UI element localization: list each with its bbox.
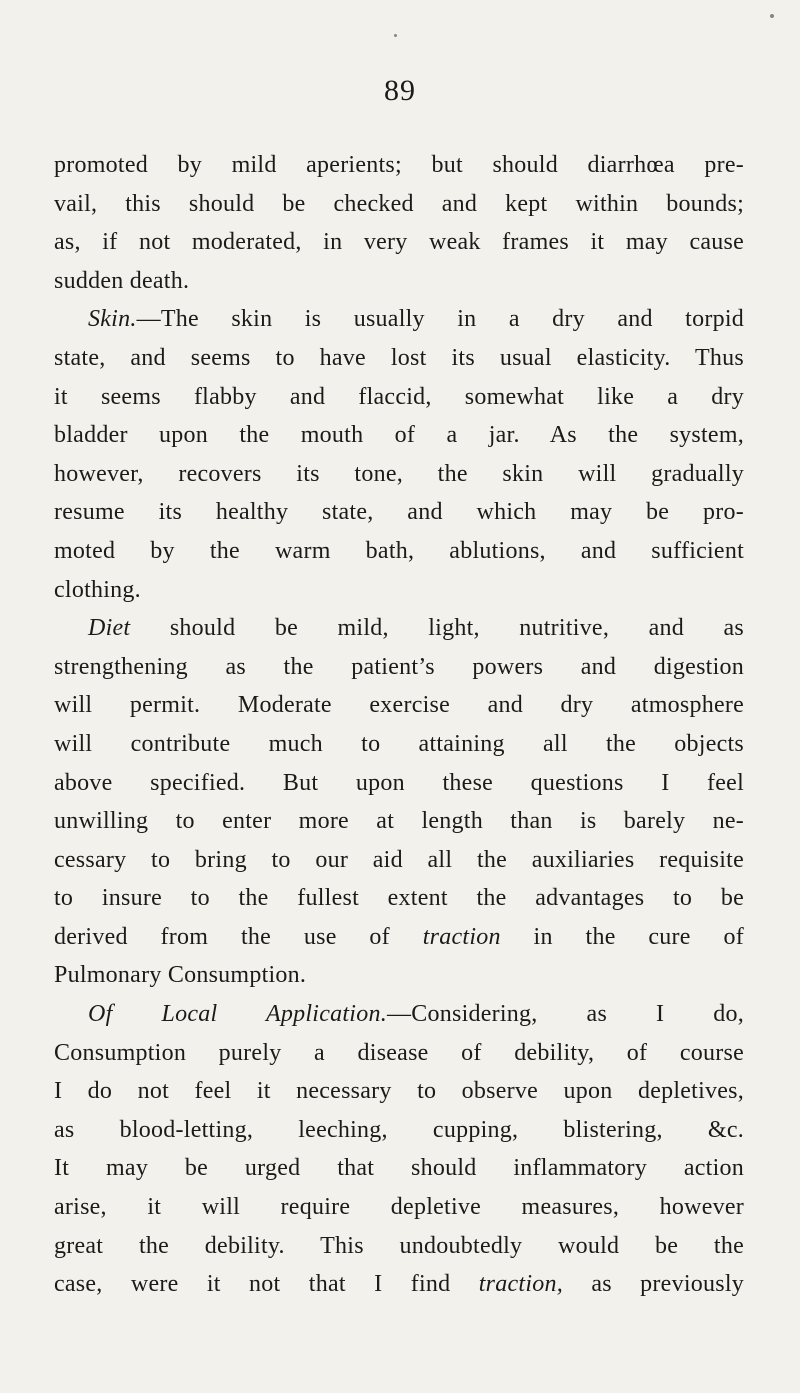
text-run: cessary to bring to our aid all the auxiliaries requisite: [54, 846, 744, 873]
text-run: vail, this should be checked and kept within bounds;: [54, 190, 744, 217]
text-run: resume its healthy state, and which may be pro-: [54, 499, 744, 526]
text-run: unwilling to enter more at length than is barely ne-: [54, 808, 744, 835]
text-line: [54, 493, 744, 532]
text-line: [54, 1188, 744, 1227]
page-number: 89: [384, 74, 416, 107]
text-run: Consumption purely a disease of debility, of course: [54, 1039, 744, 1066]
text-run: —The skin is usually in a dry and torpid: [136, 306, 744, 333]
text-line: [54, 532, 744, 571]
text-run: to insure to the fullest extent the advantages to be: [54, 885, 744, 912]
text-line: [54, 725, 744, 764]
text-line: [54, 416, 744, 455]
text-line: [54, 1111, 744, 1150]
text-run: should be mild, light, nutritive, and as: [130, 615, 744, 642]
text-line: [54, 455, 744, 494]
emphasis-traction: traction,: [478, 1271, 563, 1298]
text-line: [54, 262, 744, 301]
text-line: [54, 571, 744, 610]
text-run: I do not feel it necessary to observe upon depletives,: [54, 1078, 744, 1105]
text-line: [54, 1149, 744, 1188]
text-run: will permit. Moderate exercise and dry atmosphere: [54, 692, 744, 719]
text-line: [54, 648, 744, 687]
text-line: [54, 1072, 744, 1111]
text-run: bladder upon the mouth of a jar. As the system,: [54, 422, 744, 449]
text-run: as, if not moderated, in very weak frames it may cause: [54, 229, 744, 256]
text-run: case, were it not that I find: [54, 1271, 479, 1298]
text-run: it seems flabby and flaccid, somewhat like a dry: [54, 383, 744, 410]
text-run: promoted by mild aperients; but should diarrhœa pre-: [54, 152, 744, 178]
text-line: [54, 185, 744, 224]
paper-speck: [770, 14, 774, 18]
text-run: as previously: [563, 1271, 745, 1298]
text-run: will contribute much to attaining all the objects: [54, 730, 744, 757]
text-run: It may be urged that should inflammatory action: [54, 1155, 744, 1182]
text-line: [54, 1034, 744, 1073]
text-line: [54, 879, 744, 918]
paper-speck: [394, 34, 397, 37]
text-run: —Considering, as I do,: [386, 1001, 745, 1028]
emphasis-traction: traction: [422, 923, 501, 950]
paragraph-diet-start: [54, 609, 744, 648]
text-line: [54, 802, 744, 841]
text-run: sudden death.: [54, 267, 190, 294]
text-run: great the debility. This undoubtedly would be the: [54, 1232, 744, 1259]
text-run: Pulmonary Consumption.: [54, 962, 307, 989]
text-run: however, recovers its tone, the skin will gradually: [54, 460, 744, 487]
text-run: clothing.: [54, 576, 141, 603]
text-line: [54, 918, 744, 957]
text-line: [54, 956, 744, 995]
text-line: [54, 1265, 744, 1304]
text-run: in the cure of: [500, 923, 745, 950]
text-line: [54, 1227, 744, 1266]
body-text: [54, 146, 744, 1304]
text-run: state, and seems to have lost its usual elasticity. Thus: [54, 344, 744, 371]
paragraph-skin-start: [54, 300, 744, 339]
text-run: as blood-letting, leeching, cupping, blistering, &c.: [54, 1116, 744, 1143]
paragraph-local-application-start: [54, 995, 744, 1034]
text-run: arise, it will require depletive measures, however: [54, 1194, 744, 1221]
section-heading-skin: Skin.: [88, 306, 137, 333]
text-line: [54, 223, 744, 262]
text-line: [54, 339, 744, 378]
text-run: strengthening as the patient’s powers and digestion: [54, 653, 744, 680]
text-line: [54, 378, 744, 417]
text-line: [54, 686, 744, 725]
section-heading-diet: Diet: [88, 615, 131, 642]
text-run: derived from the use of: [54, 923, 423, 950]
text-line: [54, 146, 744, 185]
text-line: [54, 841, 744, 880]
section-heading-local-application: Of Local Application.: [88, 1001, 387, 1028]
text-line: [54, 764, 744, 803]
text-run: above specified. But upon these questions I feel: [54, 769, 744, 796]
text-run: moted by the warm bath, ablutions, and sufficient: [54, 537, 744, 564]
